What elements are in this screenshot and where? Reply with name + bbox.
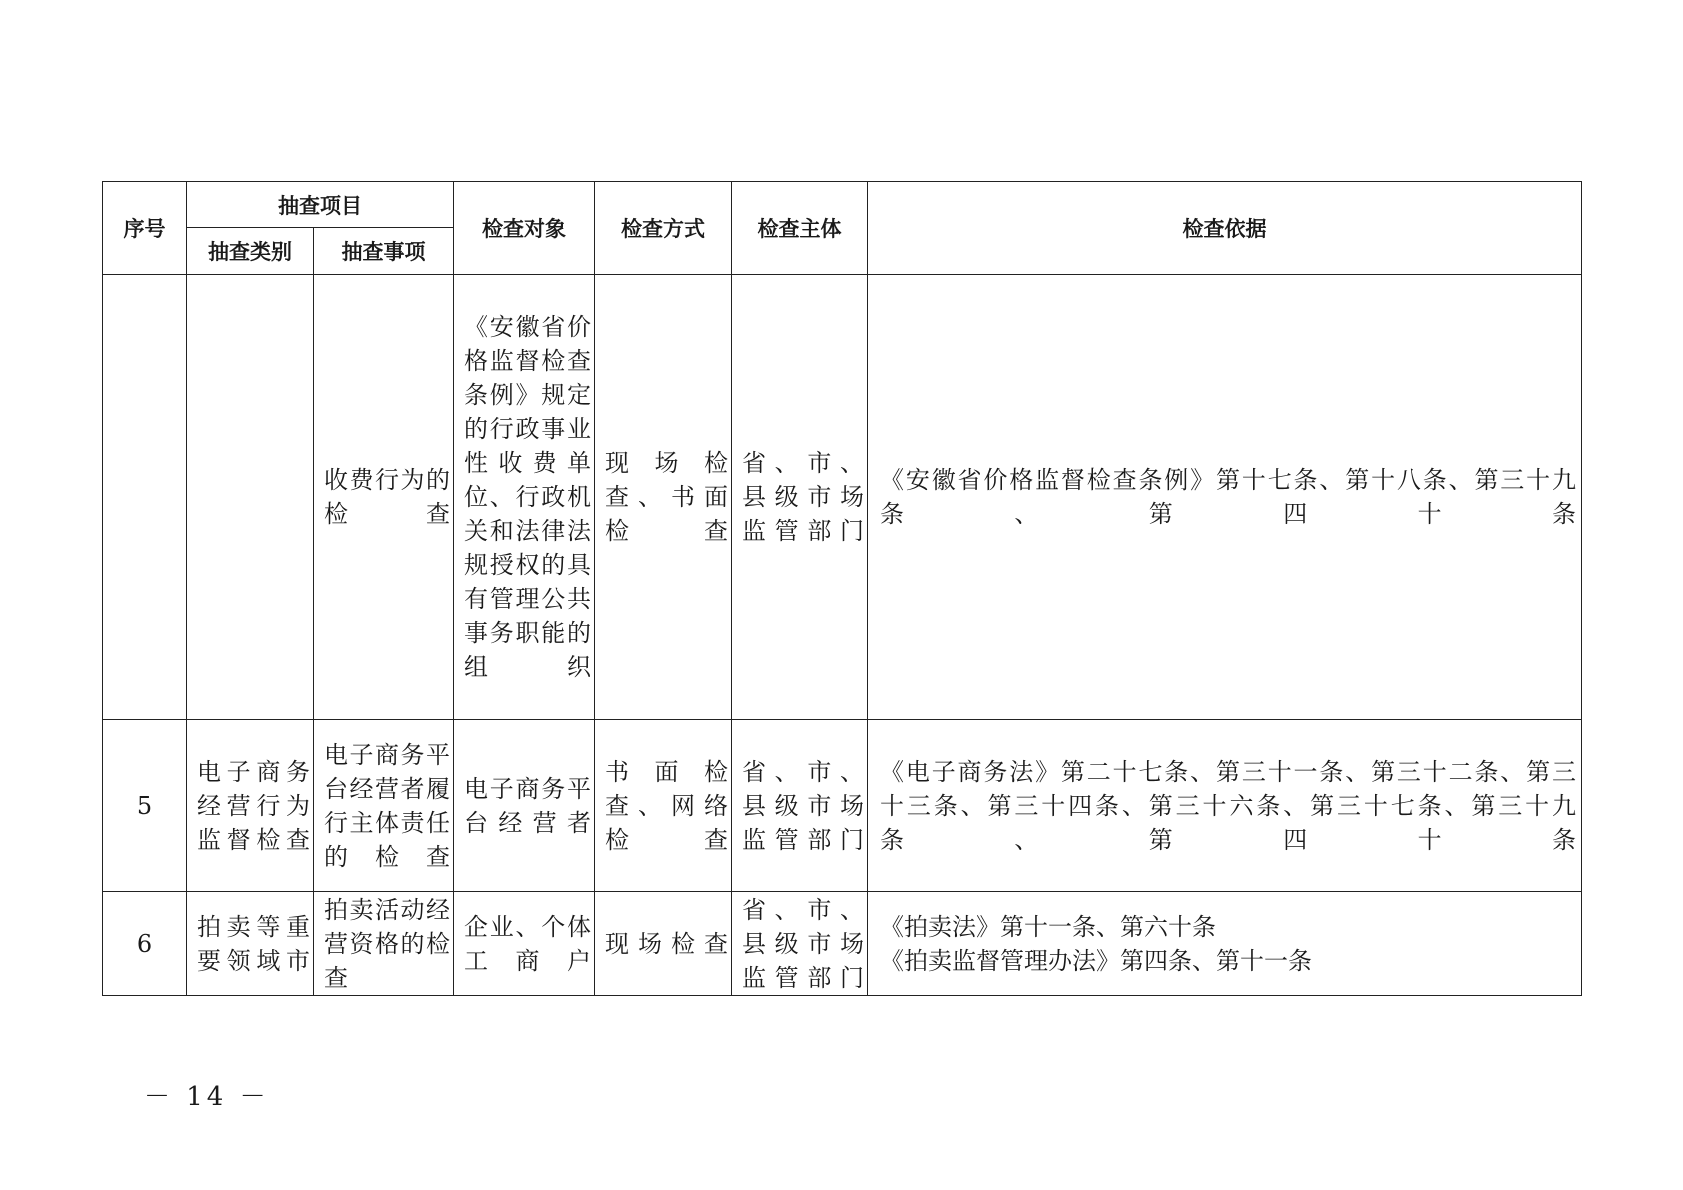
header-basis: 检查依据 — [868, 182, 1582, 275]
cell-subject: 省、市、县级市场监管部门 — [732, 275, 868, 720]
cell-basis: 《安徽省价格监督检查条例》第十七条、第十八条、第三十九条、第四十条 — [868, 275, 1582, 720]
cell-category — [187, 275, 314, 720]
basis-line-2: 《拍卖监督管理办法》第四条、第十一条 — [880, 946, 1312, 975]
table-row — [103, 720, 1582, 892]
basis-line-1: 《拍卖法》第十一条、第六十条 — [880, 912, 1216, 941]
header-item-group: 抽查项目 — [187, 182, 454, 228]
header-target: 检查对象 — [454, 182, 595, 275]
cell-category: 拍卖等重要领域市 — [187, 892, 314, 996]
cell-method: 现场检查 — [595, 892, 732, 996]
cell-matter: 电子商务平台经营者履行主体责任的检查 — [314, 720, 454, 892]
table-row — [103, 275, 1582, 720]
header-subject: 检查主体 — [732, 182, 868, 275]
inspection-table — [102, 181, 1582, 996]
cell-seq — [103, 275, 187, 720]
cell-subject: 省、市、县级市场监管部门 — [732, 720, 868, 892]
header-category: 抽查类别 — [187, 228, 314, 275]
cell-target: 电子商务平台经营者 — [454, 720, 595, 892]
header-matter: 抽查事项 — [314, 228, 454, 275]
cell-basis: 《电子商务法》第二十七条、第三十一条、第三十二条、第三十三条、第三十四条、第三十六条、第三十七条、第三十九条、第四十条 — [868, 720, 1582, 892]
table-row — [103, 892, 1582, 996]
cell-basis — [868, 892, 1582, 996]
cell-category: 电子商务经营行为监督检查 — [187, 720, 314, 892]
cell-method: 现场检查、书面检查 — [595, 275, 732, 720]
cell-seq: 5 — [103, 720, 187, 892]
cell-method: 书面检查、网络检查 — [595, 720, 732, 892]
cell-matter: 收费行为的检查 — [314, 275, 454, 720]
page-number: － 14 － — [144, 1082, 270, 1112]
cell-target: 企业、个体工商户 — [454, 892, 595, 996]
header-seq: 序号 — [103, 182, 187, 275]
header-method: 检查方式 — [595, 182, 732, 275]
cell-matter: 拍卖活动经营资格的检查 — [314, 892, 454, 996]
cell-subject: 省、市、县级市场监管部门 — [732, 892, 868, 996]
cell-target: 《安徽省价格监督检查条例》规定的行政事业性收费单位、行政机关和法律法规授权的具有管理公共事务职能的组织 — [454, 275, 595, 720]
cell-seq: 6 — [103, 892, 187, 996]
